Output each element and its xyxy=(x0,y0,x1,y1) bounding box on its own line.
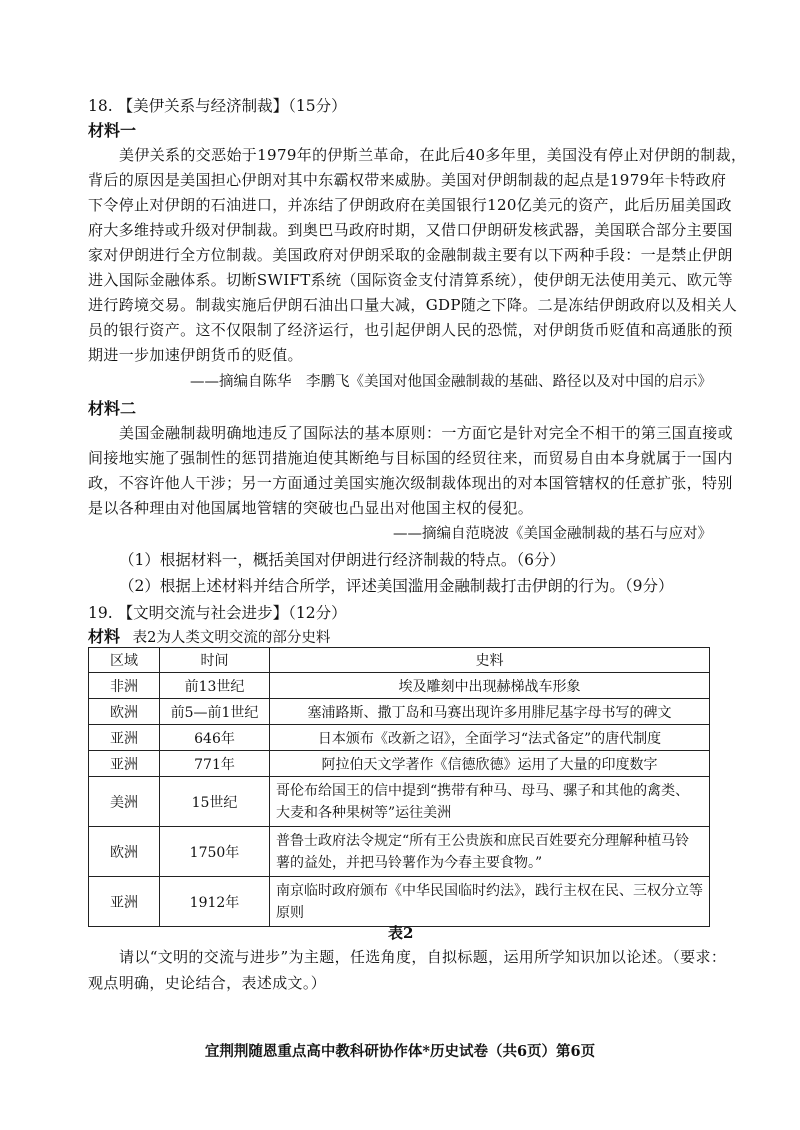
q18-m1-line-6: 进入国际金融体系。切断SWIFT系统（国际资金支付清算系统），使伊朗无法使用美元、欧元等 xyxy=(88,271,733,289)
cell-region: 亚洲 xyxy=(89,751,160,777)
q19-material-intro: 表2为人类文明交流的部分史料 xyxy=(132,630,331,646)
cell-time: 1750年 xyxy=(160,827,270,877)
q19-material-label: 材料 xyxy=(88,627,121,646)
q18-m1-line-9: 期进一步加速伊朗货币的贬值。 xyxy=(88,346,303,364)
q19-number: 19. xyxy=(88,604,113,622)
table-row xyxy=(89,827,710,877)
table-row xyxy=(89,877,710,927)
q18-header xyxy=(88,94,347,116)
cell-region: 亚洲 xyxy=(89,725,160,751)
q19-prompt-line-1: 请以“文明的交流与进步”为主题，任选角度，自拟标题，运用所学知识加以论述。（要求： xyxy=(119,948,727,966)
table-header-row xyxy=(89,648,710,673)
q18-m1-line-5: 家对伊朗进行全方位制裁。美国政府对伊朗采取的金融制裁主要有以下两种手段：一是禁止伊朗 xyxy=(88,246,733,264)
q19-header xyxy=(88,601,347,623)
page-footer: 宜荆荆随恩重点高中教科研协作体*历史试卷（共6页）第6页 xyxy=(204,1043,596,1060)
table-row xyxy=(89,777,710,827)
q18-m1-line-8: 员的银行资产。这不仅限制了经济运行，也引起伊朗人民的恐慌，对伊朗货币贬值和高通胀的预 xyxy=(88,321,733,339)
header-region: 区域 xyxy=(89,648,160,673)
cell-region: 亚洲 xyxy=(89,877,160,927)
table-row xyxy=(89,751,710,777)
table-row xyxy=(89,673,710,699)
cell-region: 美洲 xyxy=(89,777,160,827)
q18-material2-label: 材料二 xyxy=(88,399,137,418)
q18-m1-line-4: 府大多维持或升级对伊制裁。到奥巴马政府时期，又借口伊朗研发核武器，美国联合部分主要国 xyxy=(88,221,733,239)
cell-material: 埃及雕刻中出现赫梯战车形象 xyxy=(270,673,710,699)
q18-m1-line-1: 美伊关系的交恶始于1979年的伊斯兰革命，在此后40多年里，美国没有停止对伊朗的制裁， xyxy=(119,146,747,164)
cell-material: 日本颁布《改新之诏》，全面学习“法式备定”的唐代制度 xyxy=(270,725,710,751)
cell-material: 南京临时政府颁布《中华民国临时约法》，践行主权在民、三权分立等原则 xyxy=(270,877,710,927)
cell-material: 哥伦布给国王的信中提到“携带有种马、母马、骡子和其他的禽类、大麦和各种果树等”运往美洲 xyxy=(270,777,710,827)
q18-number: 18. xyxy=(88,97,113,115)
cell-time: 前5—前1世纪 xyxy=(160,699,270,725)
cell-time: 1912年 xyxy=(160,877,270,927)
cell-material: 塞浦路斯、撒丁岛和马赛出现许多用腓尼基字母书写的碑文 xyxy=(270,699,710,725)
q18-title: 【美伊关系与经济制裁】（15分） xyxy=(117,97,347,115)
q18-material2-source: ——摘编自范晓波《美国金融制裁的基石与应对》 xyxy=(393,526,712,542)
q18-m2-line-1: 美国金融制裁明确地违反了国际法的基本原则：一方面它是针对完全不相干的第三国直接或 xyxy=(119,424,734,442)
q19-prompt-line-2: 观点明确，史论结合，表述成文。） xyxy=(88,974,327,992)
cell-time: 前13世纪 xyxy=(160,673,270,699)
cell-region: 欧洲 xyxy=(89,699,160,725)
q18-m2-line-4: 是以各种理由对他国属地管辖的突破也凸显出对他国主权的侵犯。 xyxy=(88,499,534,517)
q18-material1-source: ——摘编自陈华 李鹏飞《美国对他国金融制裁的基础、路径以及对中国的启示》 xyxy=(190,374,712,390)
q19-material-intro-line xyxy=(88,624,330,647)
cell-time: 771年 xyxy=(160,751,270,777)
history-table xyxy=(88,647,710,927)
header-time: 时间 xyxy=(160,648,270,673)
q18-subquestion-2: （2）根据上述材料并结合所学，评述美国滥用金融制裁打击伊朗的行为。（9分） xyxy=(119,577,674,595)
table-row xyxy=(89,699,710,725)
cell-material: 普鲁士政府法令规定“所有王公贵族和庶民百姓要充分理解种植马铃薯的益处，并把马铃薯作为今春主要食物。” xyxy=(270,827,710,877)
cell-region: 非洲 xyxy=(89,673,160,699)
q18-m2-line-3: 政，不容许他人干涉；另一方面通过美国实施次级制裁体现出的对本国管辖权的任意扩张，特别 xyxy=(88,474,733,492)
table-caption: 表2 xyxy=(388,924,414,942)
cell-time: 15世纪 xyxy=(160,777,270,827)
cell-time: 646年 xyxy=(160,725,270,751)
q18-m1-line-7: 进行跨境交易。制裁实施后伊朗石油出口量大减，GDP随之下降。二是冻结伊朗政府以及相关人 xyxy=(88,296,738,314)
q18-m1-line-2: 背后的原因是美国担心伊朗对其中东霸权带来威胁。美国对伊朗制裁的起点是1979年卡特政府 xyxy=(88,171,727,189)
q18-subquestion-1: （1）根据材料一，概括美国对伊朗进行经济制裁的特点。（6分） xyxy=(119,551,565,569)
q19-title: 【文明交流与社会进步】（12分） xyxy=(117,604,347,622)
q18-m2-line-2: 间接地实施了强制性的惩罚措施迫使其断绝与目标国的经贸往来，而贸易自由本身就属于一国内 xyxy=(88,449,733,467)
table-row xyxy=(89,725,710,751)
header-material: 史料 xyxy=(270,648,710,673)
cell-region: 欧洲 xyxy=(89,827,160,877)
cell-material: 阿拉伯天文学著作《信德欣德》运用了大量的印度数字 xyxy=(270,751,710,777)
q18-m1-line-3: 下令停止对伊朗的石油进口，并冻结了伊朗政府在美国银行120亿美元的资产，此后历届美国政 xyxy=(88,196,732,214)
q18-material1-label: 材料一 xyxy=(88,121,137,140)
